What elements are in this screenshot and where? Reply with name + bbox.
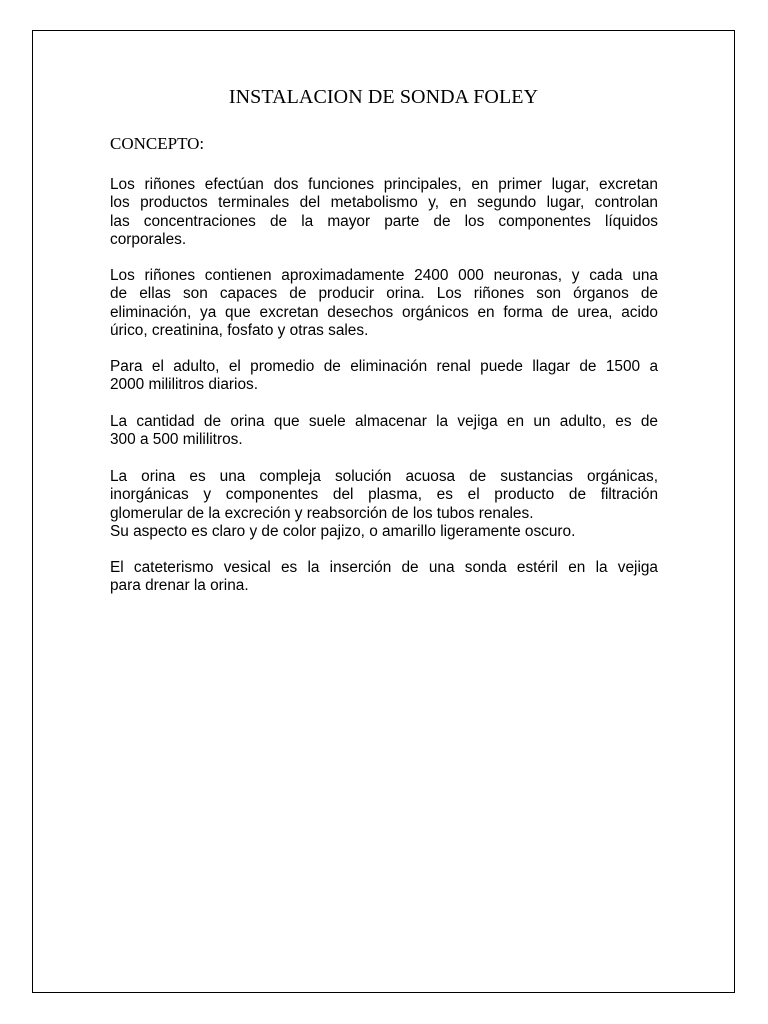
text-line: 2000 mililitros diarios. — [110, 376, 258, 394]
paragraph — [110, 559, 658, 596]
text-line: Los riñones efectúan dos funciones principales, en primer lugar, excretan — [110, 176, 658, 193]
paragraph — [110, 267, 658, 341]
text-line: inorgánicas y componentes del plasma, es el producto de filtración — [110, 486, 658, 504]
text-line: los productos terminales del metabolismo y, en segundo lugar, controlan — [110, 194, 658, 212]
text-line: La cantidad de orina que suele almacenar la vejiga en un adulto, es de — [110, 413, 658, 430]
text-line: eliminación, ya que excretan desechos orgánicos en forma de urea, acido — [110, 303, 658, 321]
paragraph — [110, 176, 658, 250]
text-line: Su aspecto es claro y de color pajizo, o amarillo ligeramente oscuro. — [110, 523, 576, 541]
text-line: de ellas son capaces de producir orina. Los riñones son órganos de — [110, 285, 658, 303]
text-line: 300 a 500 mililitros. — [110, 431, 243, 449]
section-heading: CONCEPTO: — [110, 134, 205, 153]
text-line: Los riñones contienen aproximadamente 2400 000 neuronas, y cada una — [110, 267, 658, 284]
paragraph — [110, 358, 658, 395]
text-line: Para el adulto, el promedio de eliminación renal puede llagar de 1500 a — [110, 358, 658, 375]
text-line: La orina es una compleja solución acuosa de sustancias orgánicas, — [110, 468, 658, 485]
paragraph — [110, 468, 658, 542]
text-line: glomerular de la excreción y reabsorción de los tubos renales. — [110, 504, 534, 522]
paragraph — [110, 413, 658, 450]
text-line: El cateterismo vesical es la inserción de una sonda estéril en la vejiga — [110, 559, 658, 576]
document-title: INSTALACION DE SONDA FOLEY — [228, 86, 539, 108]
text-line: úrico, creatinina, fosfato y otras sales. — [110, 322, 369, 340]
text-line: para drenar la orina. — [110, 577, 249, 595]
text-line: las concentraciones de la mayor parte de los componentes líquidos — [110, 212, 658, 230]
text-line: corporales. — [110, 231, 187, 249]
